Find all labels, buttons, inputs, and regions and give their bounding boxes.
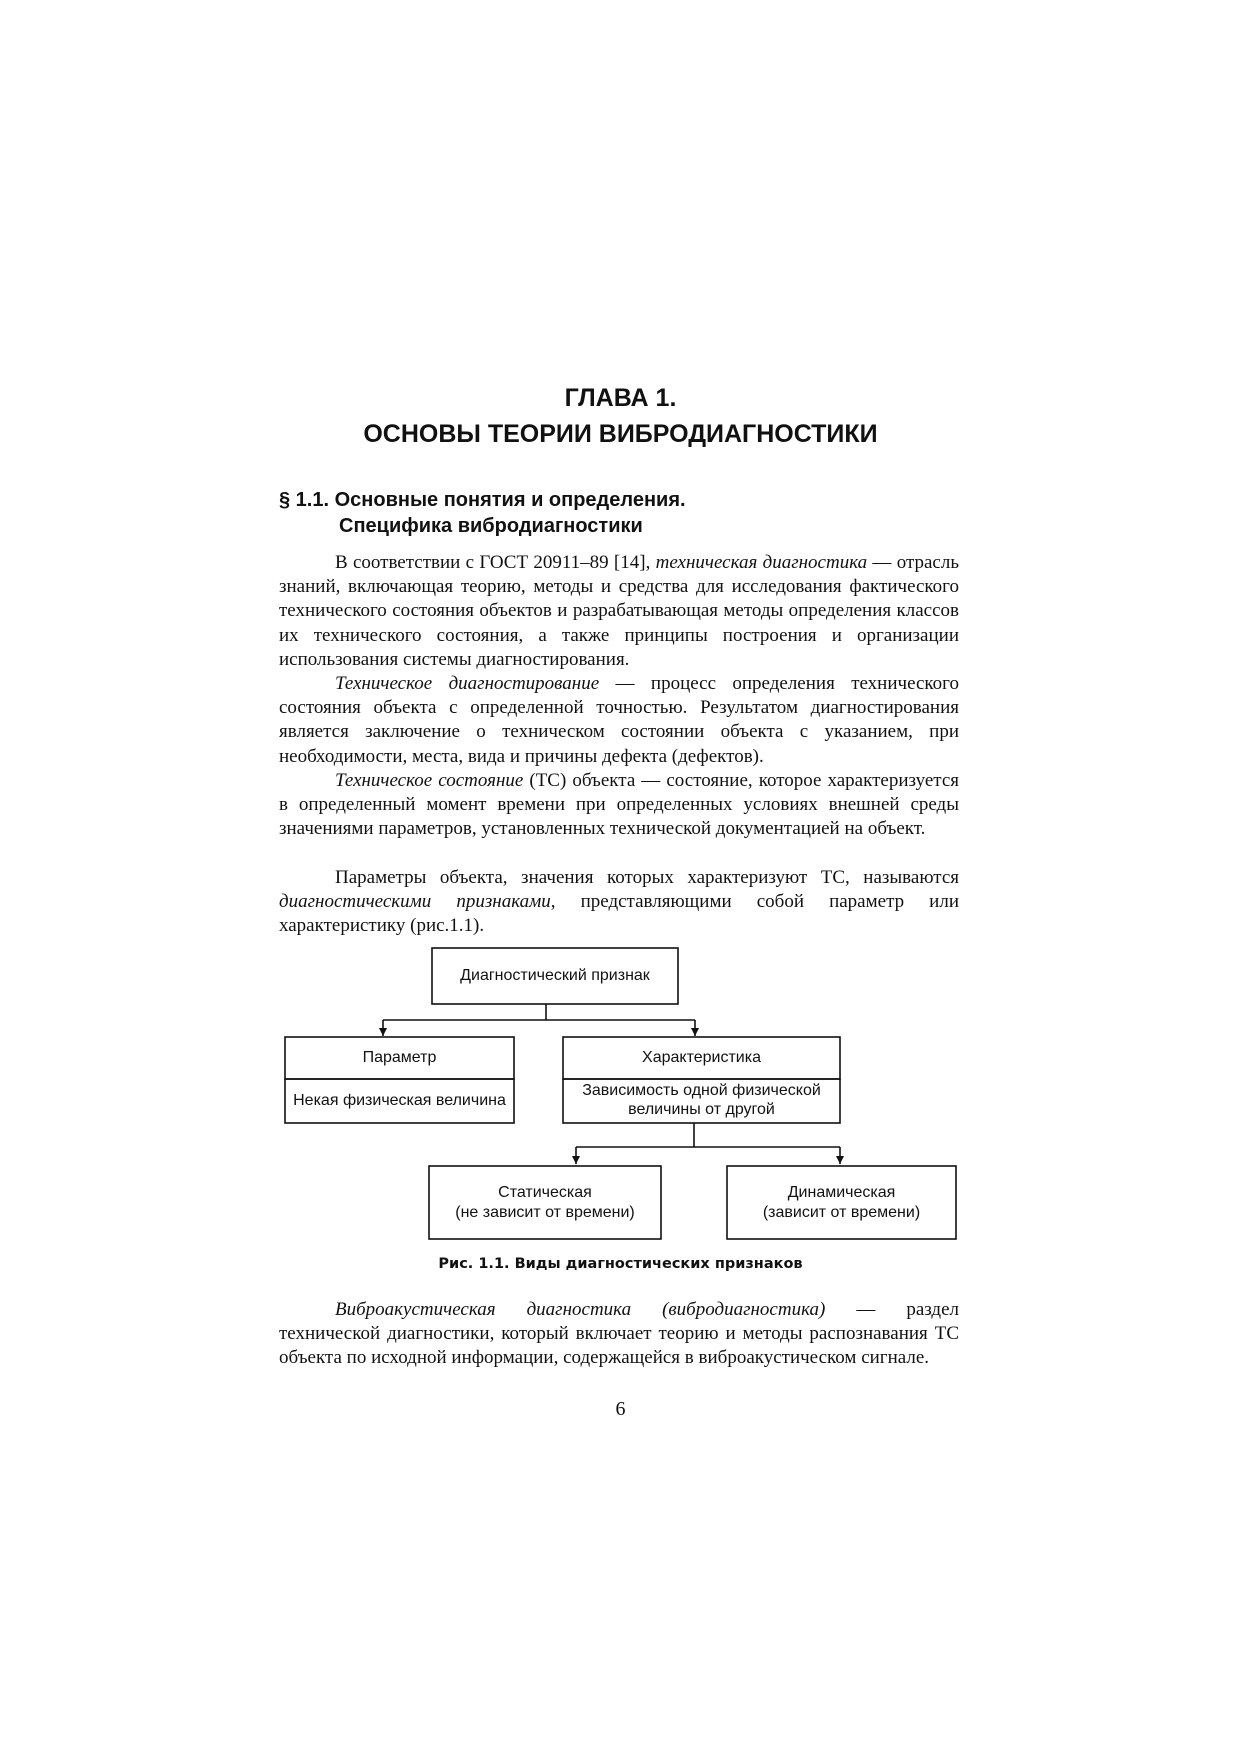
term-technical-diagnostics: техническая диагностика bbox=[655, 552, 868, 573]
label-characteristic-desc-1: Зависимость одной физической bbox=[582, 1082, 821, 1099]
label-characteristic-desc-2: величины от другой bbox=[628, 1101, 775, 1118]
label-root: Диагностический признак bbox=[460, 967, 650, 984]
label-static-1: Статическая bbox=[498, 1184, 592, 1201]
label-characteristic: Характеристика bbox=[642, 1049, 761, 1066]
paragraph-3-rest: (ТС) объекта — состояние, которое характеризуется в определенный момент времени при определенных условиях внешней среды значениями параметров, установленных технической документацией на объект. bbox=[279, 770, 959, 840]
section-heading-line2: Специфика вибродиагностики bbox=[339, 515, 643, 537]
term-technical-diagnosing: Техническое диагностирование bbox=[335, 673, 600, 694]
term-diagnostic-features: диагностическими признаками bbox=[279, 891, 551, 913]
paragraph-1-rest: — отрасль знаний, включающая теорию, методы и средства для исследования фактического технического состояния объектов и разрабатывающая методы определения классов их технического состояния, а также принципы построения и организации использования системы диагностирования. bbox=[279, 552, 959, 670]
paragraph-5 bbox=[279, 1298, 959, 1371]
paragraph-5-rest: — раздел технической диагностики, который включает теорию и методы распознавания ТС объекта по исходной информации, содержащейся в виброакустическом сигнале. bbox=[279, 1299, 959, 1369]
page-number: 6 bbox=[615, 1398, 626, 1420]
label-static-2: (не зависит от времени) bbox=[455, 1204, 635, 1221]
figure-caption: Рис. 1.1. Виды диагностических признаков bbox=[438, 1256, 803, 1272]
chapter-title: ОСНОВЫ ТЕОРИИ ВИБРОДИАГНОСТИКИ bbox=[363, 420, 878, 448]
paragraph-1-start: В соответствии с ГОСТ 20911–89 [14], bbox=[335, 552, 656, 573]
chapter-number: ГЛАВА 1. bbox=[564, 384, 677, 412]
paragraph-2-rest: — процесс определения технического состояния объекта с определенной точностью. Результатом диагностирования является заключение о техническом состоянии объекта с указанием, при необходимости, места, вида и причины дефекта (дефектов). bbox=[279, 673, 959, 767]
label-parameter: Параметр bbox=[362, 1049, 437, 1066]
section-heading-line1: § 1.1. Основные понятия и определения. bbox=[279, 489, 686, 511]
label-dynamic-2: (зависит от времени) bbox=[762, 1204, 921, 1221]
paragraph-4-start: Параметры объекта, значения которых характеризуют ТС, называются bbox=[335, 867, 959, 888]
label-parameter-desc: Некая физическая величина bbox=[293, 1092, 506, 1109]
term-vibration-diagnostics: Виброакустическая диагностика (вибродиагностика) bbox=[335, 1299, 826, 1320]
label-dynamic-1: Динамическая bbox=[787, 1184, 896, 1201]
term-technical-state: Техническое состояние bbox=[335, 770, 524, 791]
paragraph-4-rest: , представляющими собой параметр или характеристику (рис.1.1). bbox=[279, 891, 959, 937]
